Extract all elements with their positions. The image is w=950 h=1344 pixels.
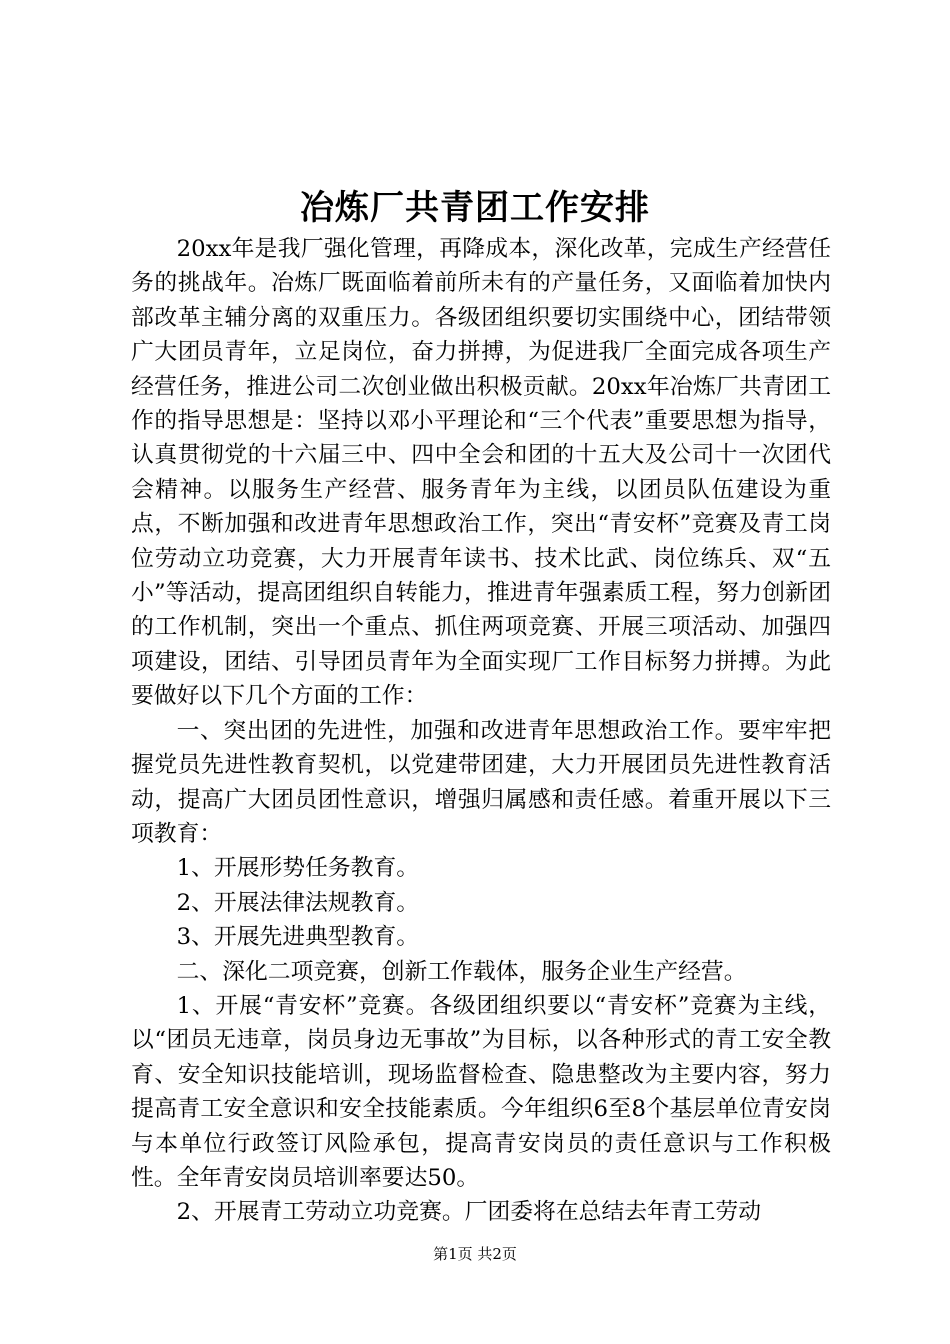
- document-body: [131, 232, 831, 1230]
- paragraph-item-3: 3、开展先进典型教育。: [176, 924, 420, 951]
- paragraph-section-two: 二、深化二项竞赛，创新工作载体，服务企业生产经营。: [176, 958, 747, 985]
- paragraph-qinganbei: 1、开展“青安杯”竞赛。各级团组织要以“青安杯”竞赛为主线，以“团员无违章，岗员身边无事故”为目标，以各种形式的青工安全教育、安全知识技能培训，现场监督检查、隐患整改为主要内容，努力提高青工安全意识和安全技能素质。今年组织6至8个基层单位青安岗与本单位行政签订风险承包，提高青安岗员的责任意识与工作积极性。全年青安岗员培训率要达50。: [131, 992, 831, 1191]
- paragraph-section-one: 一、突出团的先进性，加强和改进青年思想政治工作。要牢牢把握党员先进性教育契机，以党建带团建，大力开展团员先进性教育活动，提高广大团员团性意识，增强归属感和责任感。着重开展以下三项教育：: [131, 717, 831, 847]
- paragraph-labor-contest: 2、开展青工劳动立功竞赛。厂团委将在总结去年青工劳动: [176, 1199, 762, 1226]
- page-footer: 第1页 共2页: [433, 1245, 517, 1263]
- paragraph-item-1: 1、开展形势任务教育。: [176, 855, 420, 882]
- paragraph-intro: 20xx年是我厂强化管理，再降成本，深化改革，完成生产经营任务的挑战年。冶炼厂既面临着前所未有的产量任务，又面临着加快内部改革主辅分离的双重压力。各级团组织要切实围绕中心，团结带领广大团员青年，立足岗位，奋力拼搏，为促进我厂全面完成各项生产经营任务，推进公司二次创业做出积极贡献。20xx年冶炼厂共青团工作的指导思想是：坚持以邓小平理论和“三个代表”重要思想为指导，认真贯彻党的十六届三中、四中全会和团的十五大及公司十一次团代会精神。以服务生产经营、服务青年为主线，以团员队伍建设为重点，不断加强和改进青年思想政治工作，突出“青安杯”竞赛及青工岗位劳动立功竞赛，大力开展青年读书、技术比武、岗位练兵、双“五小”等活动，提高团组织自转能力，推进青年强素质工程，努力创新团的工作机制，突出一个重点、抓住两项竞赛、开展三项活动、加强四项建设，团结、引导团员青年为全面实现厂工作目标努力拼搏。为此要做好以下几个方面的工作：: [131, 236, 831, 710]
- paragraph-item-2: 2、开展法律法规教育。: [176, 889, 420, 916]
- document-title: 冶炼厂共青团工作安排: [300, 188, 650, 228]
